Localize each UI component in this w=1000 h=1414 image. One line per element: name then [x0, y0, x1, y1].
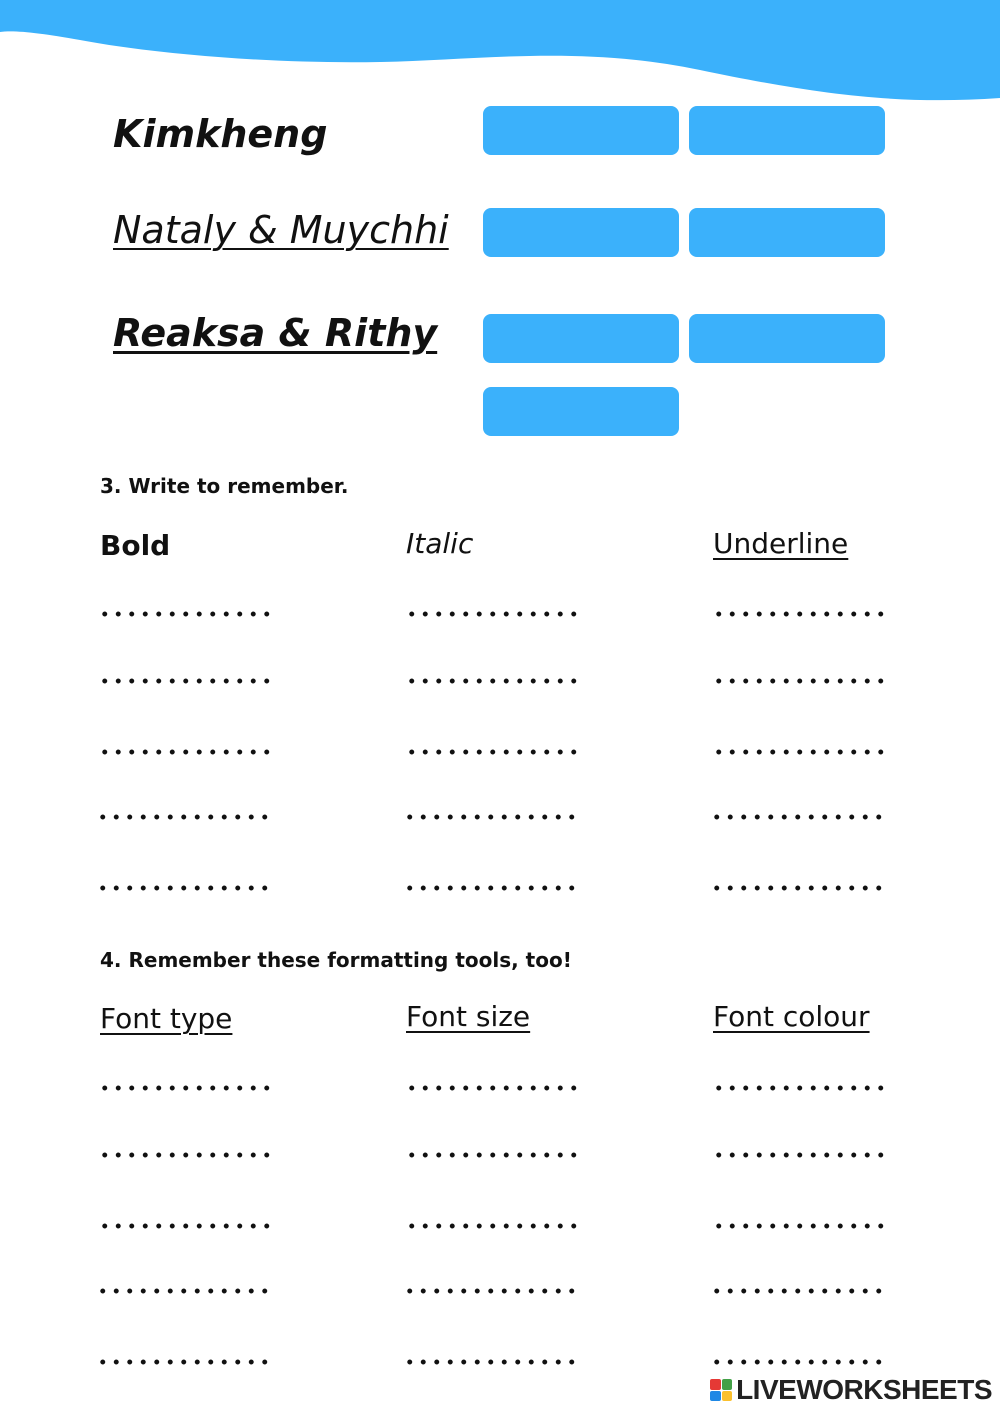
write-line[interactable]	[96, 1357, 272, 1367]
column-heading-bold: Bold	[100, 529, 171, 562]
watermark-text: LIVEWORKSHEETS	[736, 1374, 992, 1405]
answer-box[interactable]	[689, 208, 885, 257]
write-line[interactable]	[405, 1083, 581, 1093]
write-line[interactable]	[98, 609, 274, 619]
write-line[interactable]	[710, 1286, 886, 1296]
column-heading-underline: Underline	[713, 527, 849, 560]
answer-box[interactable]	[689, 314, 885, 363]
write-line[interactable]	[405, 747, 581, 757]
answer-box[interactable]	[483, 387, 679, 436]
write-line[interactable]	[405, 609, 581, 619]
write-line[interactable]	[710, 812, 886, 822]
column-heading-font-colour: Font colour	[713, 1000, 870, 1033]
write-line[interactable]	[98, 747, 274, 757]
section-4-title: 4. Remember these formatting tools, too!	[100, 948, 572, 972]
write-line[interactable]	[710, 883, 886, 893]
write-line[interactable]	[98, 1083, 274, 1093]
write-line[interactable]	[712, 609, 888, 619]
write-line[interactable]	[403, 812, 579, 822]
write-line[interactable]	[710, 1357, 886, 1367]
write-line[interactable]	[96, 883, 272, 893]
answer-box[interactable]	[483, 106, 679, 155]
write-line[interactable]	[98, 676, 274, 686]
write-line[interactable]	[403, 1286, 579, 1296]
answer-box[interactable]	[689, 106, 885, 155]
write-line[interactable]	[712, 1221, 888, 1231]
write-line[interactable]	[96, 1286, 272, 1296]
write-line[interactable]	[712, 1083, 888, 1093]
write-line[interactable]	[712, 1150, 888, 1160]
write-line[interactable]	[96, 812, 272, 822]
liveworksheets-watermark	[710, 1374, 992, 1406]
column-heading-font-size: Font size	[406, 1000, 531, 1033]
write-line[interactable]	[403, 1357, 579, 1367]
write-line[interactable]	[405, 676, 581, 686]
column-heading-italic: Italic	[406, 527, 474, 560]
write-line[interactable]	[405, 1150, 581, 1160]
answer-box[interactable]	[483, 208, 679, 257]
write-line[interactable]	[403, 883, 579, 893]
write-line[interactable]	[712, 747, 888, 757]
section-3-title: 3. Write to remember.	[100, 474, 349, 498]
name-reaksa-rithy: Reaksa & Rithy	[113, 311, 438, 355]
write-line[interactable]	[98, 1150, 274, 1160]
liveworksheets-logo-icon	[710, 1379, 732, 1401]
write-line[interactable]	[405, 1221, 581, 1231]
write-line[interactable]	[98, 1221, 274, 1231]
name-nataly-muychhi: Nataly & Muychhi	[113, 208, 449, 252]
name-kimkheng: Kimkheng	[113, 112, 328, 156]
header-wave	[0, 0, 1000, 110]
write-line[interactable]	[712, 676, 888, 686]
column-heading-font-type: Font type	[100, 1002, 233, 1035]
answer-box[interactable]	[483, 314, 679, 363]
